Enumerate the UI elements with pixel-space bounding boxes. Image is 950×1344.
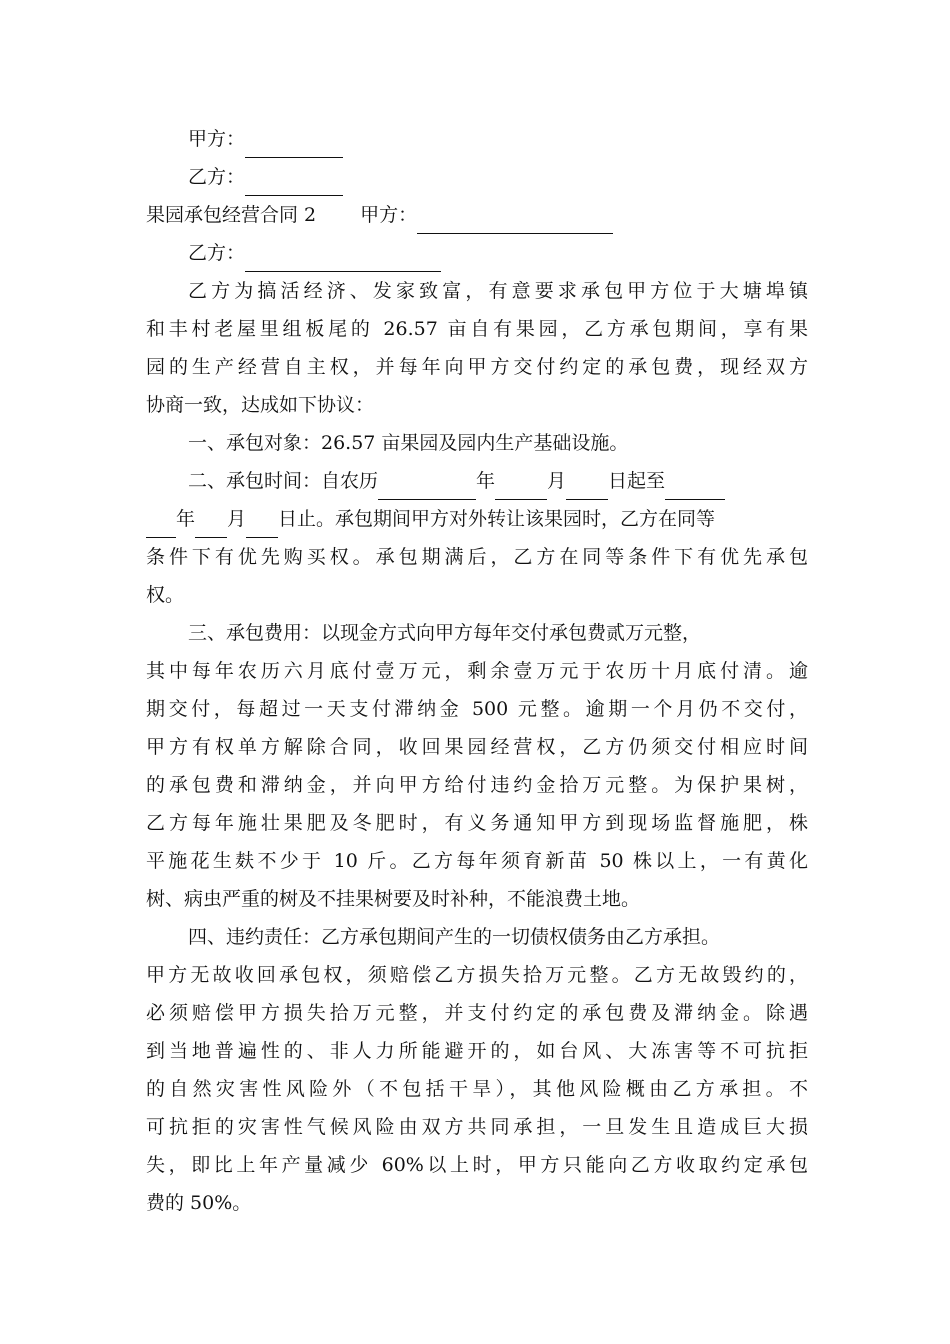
clause-2-line-2 <box>146 500 808 538</box>
clause-3-line-6: 乙方每年施壮果肥及冬肥时，有义务通知甲方到现场监督施肥，株 <box>146 812 808 834</box>
end-year-blank-b[interactable] <box>146 512 176 538</box>
clause-3-line-4: 甲方有权单方解除合同，收回果园经营权，乙方仍须交付相应时间 <box>146 736 808 758</box>
contract-document <box>146 120 808 1222</box>
clause-3-line-2: 其中每年农历六月底付壹万元，剩余壹万元于农历十月底付清。逾 <box>146 660 808 682</box>
party-b-label: 乙方： <box>188 166 246 188</box>
clause-3-line-5: 的承包费和滞纳金，并向甲方给付违约金拾万元整。为保护果树， <box>146 774 808 796</box>
party-a-line <box>146 120 808 158</box>
clause-2-line-1 <box>146 462 808 500</box>
start-year-blank[interactable] <box>378 474 476 500</box>
clause-4-line-6: 可抗拒的灾害性气候风险由双方共同承担，一旦发生且造成巨大损 <box>146 1116 808 1138</box>
intro-line-3: 园的生产经营自主权，并每年向甲方交付约定的承包费，现经双方 <box>146 356 808 378</box>
start-month-label: 月 <box>547 470 567 492</box>
contract-party-b-label: 乙方： <box>188 242 246 264</box>
contract-title-line <box>146 196 808 234</box>
end-year-blank-a[interactable] <box>665 474 725 500</box>
start-day-blank[interactable] <box>566 474 608 500</box>
clause-3-line-1: 三、承包费用：以现金方式向甲方每年交付承包费贰万元整， <box>188 622 702 644</box>
party-a-label: 甲方： <box>188 128 246 150</box>
clause-2-prefix: 二、承包时间：自农历 <box>188 470 379 492</box>
clause-4-line-5: 的自然灾害性风险外（不包括干旱），其他风险概由乙方承担。不 <box>146 1078 808 1100</box>
start-day-label: 日起至 <box>608 470 666 492</box>
party-b-blank[interactable] <box>245 170 343 196</box>
clause-2-line-3: 条件下有优先购买权。承包期满后，乙方在同等条件下有优先承包 <box>146 546 808 568</box>
clause-2-line-4: 权。 <box>146 584 185 606</box>
end-day-blank[interactable] <box>246 512 278 538</box>
clause-4-line-4: 到当地普遍性的、非人力所能避开的，如台风、大冻害等不可抗拒 <box>146 1040 808 1062</box>
start-year-label: 年 <box>476 470 496 492</box>
clause-3-line-3: 期交付，每超过一天支付滞纳金 500 元整。逾期一个月仍不交付， <box>146 698 808 720</box>
end-month-label: 月 <box>227 508 247 530</box>
clause-3-line-8: 树、病虫严重的树及不挂果树要及时补种，不能浪费土地。 <box>146 888 641 910</box>
clause-4-line-7: 失，即比上年产量减少 60%以上时，甲方只能向乙方收取约定承包 <box>146 1154 808 1176</box>
contract-party-b-blank[interactable] <box>245 246 441 272</box>
start-month-blank[interactable] <box>495 474 547 500</box>
clause-1: 一、承包对象：26.57 亩果园及园内生产基础设施。 <box>188 432 629 454</box>
end-month-blank[interactable] <box>195 512 227 538</box>
party-b-line <box>146 158 808 196</box>
clause-4-line-3: 必须赔偿甲方损失拾万元整，并支付约定的承包费及滞纳金。除遇 <box>146 1002 808 1024</box>
intro-line-2: 和丰村老屋里组板尾的 26.57 亩自有果园，乙方承包期间，享有果 <box>146 318 808 340</box>
clause-4-line-2: 甲方无故收回承包权，须赔偿乙方损失拾万元整。乙方无故毁约的， <box>146 964 808 986</box>
contract-title: 果园承包经营合同 2 <box>146 204 317 226</box>
party-a-blank[interactable] <box>245 132 343 158</box>
contract-party-a-label: 甲方： <box>360 204 418 226</box>
contract-party-a-blank[interactable] <box>417 208 613 234</box>
contract-party-b-line <box>146 234 808 272</box>
end-year-label: 年 <box>176 508 196 530</box>
clause-2-suffix: 日止。承包期间甲方对外转让该果园时，乙方在同等 <box>278 508 716 530</box>
intro-line-4: 协商一致，达成如下协议： <box>146 394 375 416</box>
clause-4-line-1: 四、违约责任：乙方承包期间产生的一切债权债务由乙方承担。 <box>188 926 721 948</box>
intro-line-1: 乙方为搞活经济、发家致富，有意要求承包甲方位于大塘埠镇 <box>188 280 808 302</box>
clause-3-line-7: 平施花生麸不少于 10 斤。乙方每年须育新苗 50 株以上，一有黄化 <box>146 850 808 872</box>
clause-4-line-8: 费的 50%。 <box>146 1192 252 1214</box>
